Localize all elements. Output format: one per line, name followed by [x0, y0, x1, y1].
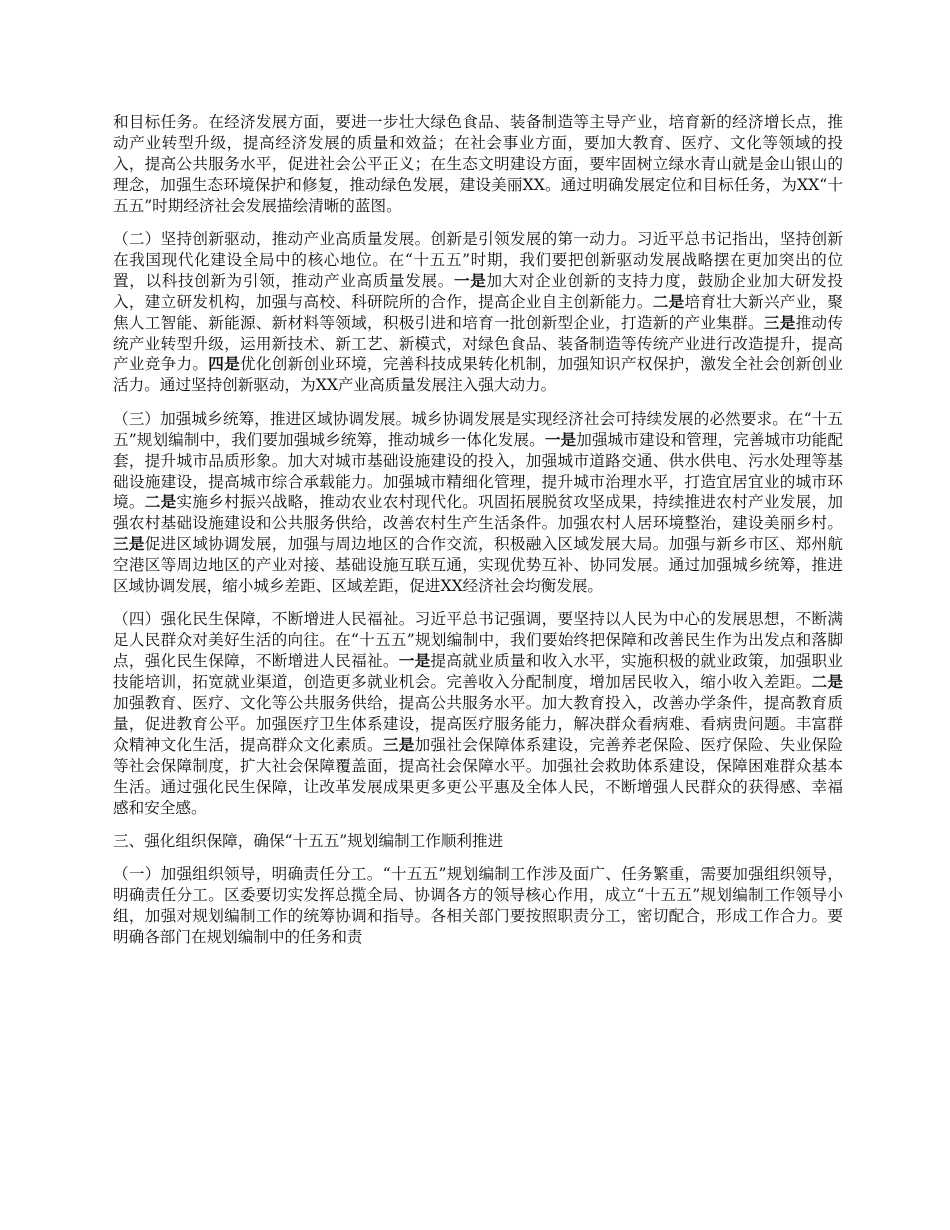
bold-marker: 二是 — [144, 492, 177, 512]
bold-marker: 一是 — [398, 651, 431, 671]
body-paragraphs — [113, 112, 843, 819]
bold-marker: 三是 — [113, 534, 145, 554]
bold-marker: 二是 — [811, 672, 843, 692]
paragraph-text: 促进区域协调发展，加强与周边地区的合作交流，积极融入区域发展大局。加强与新乡市区、郑州航空港区等周边地区的产业对接、基础设施互联互通，实现优势互补、协同发展。通过加强城乡统筹，推进区域协调发展，缩小城乡差距、区域差距，促进XX经济社会均衡发展。 — [113, 535, 843, 596]
bold-marker: 二是 — [652, 291, 685, 311]
paragraph-text: 和目标任务。在经济发展方面，要进一步壮大绿色食品、装备制造等主导产业，培育新的经济增长点，推动产业转型升级，提高经济发展的质量和效益；在社会事业方面，要加大教育、医疗、文化等领域的投入，提高公共服务水平，促进社会公平正义；在生态文明建设方面，要牢固树立绿水青山就是金山银山的理念，加强生态环境保护和修复，推动绿色发展，建设美丽XX。通过明确发展定位和目标任务，为XX“十五五”时期经济社会发展描绘清晰的蓝图。 — [113, 113, 843, 215]
paragraph-text: 培育壮大新兴产业，聚焦人工智能、新能源、新材料等领域，积极引进和培育一批创新型企业，打造新的产业集群。 — [113, 292, 843, 332]
section-heading: 三、强化组织保障，确保“十五五”规划编制工作顺利推进 — [113, 832, 504, 850]
paragraph-text: 加强社会保障体系建设，完善养老保险、医疗保险、失业保险等社会保障制度，扩大社会保障覆盖面，提高社会保障水平。加强社会救助体系建设，保障困难群众基本生活。通过强化民生保障，让改革发展成果更多更公平惠及全体人民，不断增强人民群众的获得感、幸福感和安全感。 — [113, 735, 843, 817]
paragraph-text: 加强教育、医疗、文化等公共服务供给，提高公共服务水平。加大教育投入，改善办学条件，提高教育质量，促进教育公平。加强医疗卫生体系建设，提高医疗服务能力，解决群众看病难、看病贵问题。丰富群众精神文化生活，提高群众文化素质。 — [113, 694, 843, 754]
paragraph-3 — [113, 409, 843, 597]
paragraph-text: 加大对企业创新的支持力度，鼓励企业加大研发投入，建立研发机构，加强与高校、科研院所的合作，提高企业自主创新能力。 — [113, 271, 843, 311]
document-page — [113, 112, 843, 961]
paragraph-text: 提高就业质量和收入水平，实施积极的就业政策，加强职业技能培训，拓宽就业渠道，创造更多就业机会。完善收入分配制度，增加居民收入，缩小收入差距。 — [113, 652, 843, 692]
paragraph-text: （四）强化民生保障，不断增进人民福祉。习近平总书记强调，要坚持以人民为中心的发展思想，不断满足人民群众对美好生活的向往。在“十五五”规划编制中，我们要始终把保障和改善民生作为出发点和落脚点，强化民生保障，不断增进人民福祉。 — [113, 610, 843, 671]
paragraph-text: 优化创新创业环境，完善科技成果转化机制，加强知识产权保护，激发全社会创新创业活力。通过坚持创新驱动，为XX产业高质量发展注入强大动力。 — [113, 355, 843, 395]
paragraph-4 — [113, 609, 843, 818]
bold-marker: 三是 — [382, 734, 415, 754]
paragraph-text: 实施乡村振兴战略，推动农业农村现代化。巩固拓展脱贫攻坚成果，持续推进农村产业发展，加强农村基础设施建设和公共服务供给，改善农村生产生活条件。加强农村人居环境整治，建设美丽乡村。 — [113, 493, 843, 533]
paragraph-final: （一）加强组织领导，明确责任分工。“十五五”规划编制工作涉及面广、任务繁重，需要加强组织领导，明确责任分工。区委要切实发挥总揽全局、协调各方的领导核心作用，成立“十五五”规划编制工作领导小组，加强对规划编制工作的统筹协调和指导。各相关部门要按照职责分工，密切配合，形成工作合力。要明确各部门在规划编制中的任务和责 — [113, 865, 843, 947]
paragraph-text: 推动传统产业转型升级，运用新技术、新工艺、新模式，对绿色食品、装备制造等传统产业进行改造提升，提高产业竞争力。 — [113, 313, 843, 374]
bold-marker: 三是 — [763, 312, 796, 332]
paragraph-1 — [113, 112, 843, 217]
bold-marker: 四是 — [208, 354, 240, 374]
paragraph-text: 加强城市建设和管理，完善城市功能配套，提升城市品质形象。加大对城市基础设施建设的投入，加强城市道路交通、供水供电、污水处理等基础设施建设，提高城市综合承载能力。加强城市精细化管理，提升城市治理水平，打造宜居宜业的城市环境。 — [113, 430, 843, 512]
paragraph-text: （三）加强城乡统筹，推进区域协调发展。城乡协调发展是实现经济社会可持续发展的必然要求。在“十五五”规划编制中，我们要加强城乡统筹，推动城乡一体化发展。 — [113, 409, 843, 449]
paragraph-2 — [113, 229, 843, 396]
bold-marker: 一是 — [453, 270, 487, 290]
paragraph-text: （二）坚持创新驱动，推动产业高质量发展。创新是引领发展的第一动力。习近平总书记指出，坚持创新在我国现代化建设全局中的核心地位。在“十五五”时期，我们要把创新驱动发展战略摆在更加突出的位置，以科技创新为引领，推动产业高质量发展。 — [113, 230, 843, 290]
bold-marker: 一是 — [544, 429, 577, 449]
